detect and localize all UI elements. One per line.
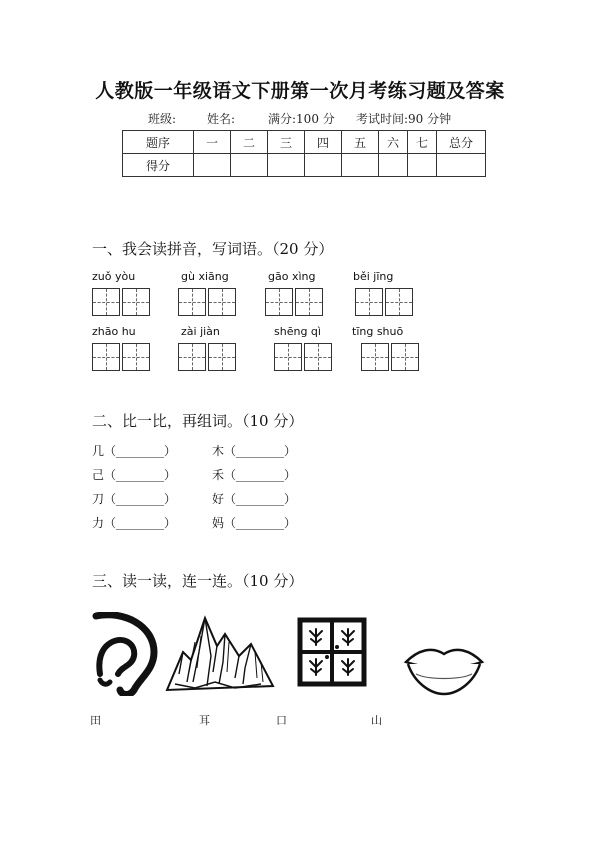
writing-grid[interactable] <box>92 343 150 371</box>
writing-grid[interactable] <box>92 288 150 316</box>
writing-grid[interactable] <box>265 288 323 316</box>
tian-zi-cell[interactable] <box>178 288 206 316</box>
word-compare-item[interactable]: 妈（________） <box>212 516 297 530</box>
score-table <box>122 130 486 177</box>
tian-zi-cell[interactable] <box>178 343 206 371</box>
character-label: 山 <box>371 714 382 727</box>
tian-zi-cell[interactable] <box>92 288 120 316</box>
exam-time-label: 考试时间:90 分钟 <box>356 112 452 126</box>
writing-grid[interactable] <box>361 343 419 371</box>
score-input-cell[interactable] <box>379 154 408 177</box>
tian-zi-cell[interactable] <box>391 343 419 371</box>
pinyin-label: gāo xìng <box>268 270 316 283</box>
word-compare-item[interactable]: 刀（________） <box>92 492 177 506</box>
tian-zi-cell[interactable] <box>122 343 150 371</box>
word-compare-item[interactable]: 好（________） <box>212 492 297 506</box>
table-cell: 四 <box>305 131 342 154</box>
table-cell: 七 <box>408 131 437 154</box>
word-compare-item[interactable]: 己（________） <box>92 468 177 482</box>
score-input-cell[interactable] <box>268 154 305 177</box>
score-input-cell[interactable] <box>342 154 379 177</box>
table-cell: 五 <box>342 131 379 154</box>
pinyin-label: zhāo hu <box>92 325 136 338</box>
tian-zi-cell[interactable] <box>122 288 150 316</box>
pinyin-label: gù xiāng <box>181 270 229 283</box>
mountain-picture <box>165 612 275 692</box>
tian-zi-cell[interactable] <box>208 343 236 371</box>
word-compare-item[interactable]: 禾（________） <box>212 468 297 482</box>
score-input-cell[interactable] <box>437 154 486 177</box>
word-compare-item[interactable]: 几（________） <box>92 444 177 458</box>
section-1-heading: 一、我会读拼音，写词语。（20 分） <box>92 240 334 258</box>
table-cell: 一 <box>194 131 231 154</box>
mouth-picture <box>402 640 486 700</box>
tian-zi-cell[interactable] <box>208 288 236 316</box>
full-score-label: 满分:100 分 <box>268 112 335 126</box>
score-input-cell[interactable] <box>194 154 231 177</box>
table-cell: 得分 <box>123 154 194 177</box>
class-field-label: 班级: <box>148 112 177 126</box>
word-compare-item[interactable]: 木（________） <box>212 444 297 458</box>
character-label: 田 <box>90 714 101 727</box>
writing-grid[interactable] <box>178 343 236 371</box>
score-input-cell[interactable] <box>408 154 437 177</box>
page-title: 人教版一年级语文下册第一次月考练习题及答案 <box>95 80 505 102</box>
table-cell: 二 <box>231 131 268 154</box>
tian-zi-cell[interactable] <box>295 288 323 316</box>
table-cell: 三 <box>268 131 305 154</box>
table-cell: 题序 <box>123 131 194 154</box>
table-cell: 总分 <box>437 131 486 154</box>
score-input-cell[interactable] <box>305 154 342 177</box>
score-input-cell[interactable] <box>231 154 268 177</box>
writing-grid[interactable] <box>178 288 236 316</box>
pinyin-label: shēng qì <box>274 325 321 338</box>
score-table-score-row <box>123 154 486 177</box>
writing-grid[interactable] <box>274 343 332 371</box>
score-table-header-row <box>123 131 486 154</box>
ear-picture <box>88 612 160 696</box>
word-compare-item[interactable]: 力（________） <box>92 516 177 530</box>
table-cell: 六 <box>379 131 408 154</box>
character-label: 口 <box>276 714 287 727</box>
character-label: 耳 <box>199 714 210 727</box>
tian-zi-cell[interactable] <box>92 343 120 371</box>
pinyin-label: zài jiàn <box>181 325 220 338</box>
tian-zi-cell[interactable] <box>265 288 293 316</box>
tian-zi-cell[interactable] <box>304 343 332 371</box>
pinyin-label: zuǒ yòu <box>92 270 136 283</box>
name-field-label: 姓名: <box>207 112 236 126</box>
tian-zi-cell[interactable] <box>274 343 302 371</box>
tian-zi-cell[interactable] <box>355 288 383 316</box>
section-2-heading: 二、比一比，再组词。（10 分） <box>92 412 304 430</box>
field-picture <box>297 617 367 687</box>
pinyin-label: tīng shuō <box>352 325 404 338</box>
tian-zi-cell[interactable] <box>361 343 389 371</box>
section-3-heading: 三、读一读，连一连。（10 分） <box>92 572 304 590</box>
writing-grid[interactable] <box>355 288 413 316</box>
pinyin-label: běi jīng <box>353 270 394 283</box>
tian-zi-cell[interactable] <box>385 288 413 316</box>
